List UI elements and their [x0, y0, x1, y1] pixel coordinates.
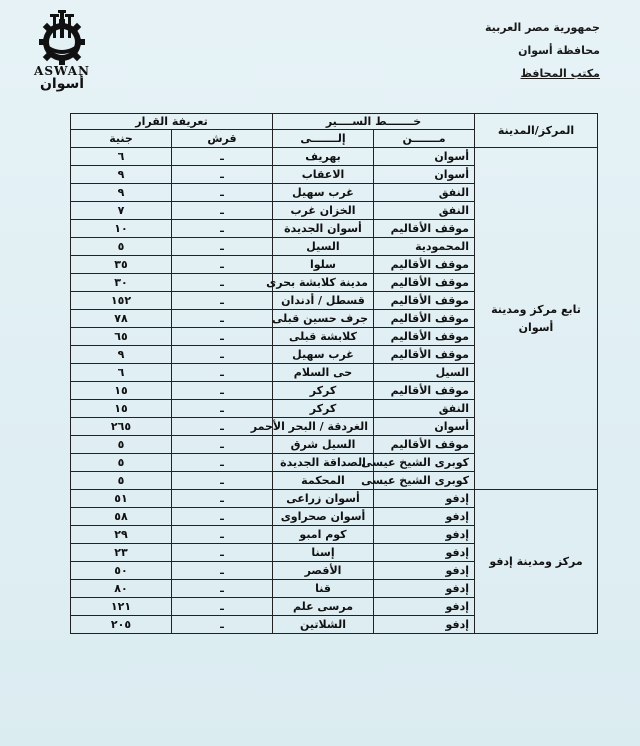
qirsh-cell: ـ	[172, 184, 273, 202]
to-cell: السيل شرق	[273, 436, 374, 454]
pound-cell: ٢٣	[71, 544, 172, 562]
from-cell: إدفو	[374, 616, 475, 634]
qirsh-cell: ـ	[172, 256, 273, 274]
col-header-fare: تعريفة القرار	[71, 114, 273, 130]
pound-cell: ١٥٢	[71, 292, 172, 310]
from-cell: أسوان	[374, 418, 475, 436]
qirsh-cell: ـ	[172, 598, 273, 616]
pound-cell: ٥	[71, 436, 172, 454]
to-cell: الاعقاب	[273, 166, 374, 184]
qirsh-cell: ـ	[172, 508, 273, 526]
pound-cell: ٥	[71, 238, 172, 256]
table-row	[71, 490, 598, 508]
pound-cell: ١٠	[71, 220, 172, 238]
col-header-pound: جنية	[71, 130, 172, 148]
to-cell: غرب سهيل	[273, 184, 374, 202]
qirsh-cell: ـ	[172, 490, 273, 508]
to-cell: قنا	[273, 580, 374, 598]
to-cell: قسطل / أدندان	[273, 292, 374, 310]
to-cell: كلابشة قبلى	[273, 328, 374, 346]
city-cell: مركز ومدينة إدفو	[475, 490, 598, 634]
from-cell: المحمودية	[374, 238, 475, 256]
from-cell: إدفو	[374, 490, 475, 508]
pound-cell: ٦	[71, 148, 172, 166]
to-cell: بهريف	[273, 148, 374, 166]
pound-cell: ٨٠	[71, 580, 172, 598]
pound-cell: ٥٠	[71, 562, 172, 580]
to-cell: أسوان زراعى	[273, 490, 374, 508]
from-cell: موقف الأقاليم	[374, 436, 475, 454]
qirsh-cell: ـ	[172, 400, 273, 418]
to-cell: الصداقة الجديدة	[273, 454, 374, 472]
pound-cell: ٩	[71, 346, 172, 364]
to-cell: المحكمة	[273, 472, 374, 490]
to-cell: غرب سهيل	[273, 346, 374, 364]
from-cell: إدفو	[374, 544, 475, 562]
pound-cell: ٥٨	[71, 508, 172, 526]
qirsh-cell: ـ	[172, 616, 273, 634]
qirsh-cell: ـ	[172, 418, 273, 436]
to-cell: كركر	[273, 400, 374, 418]
qirsh-cell: ـ	[172, 166, 273, 184]
from-cell: إدفو	[374, 580, 475, 598]
pound-cell: ٩	[71, 184, 172, 202]
pound-cell: ١٥	[71, 382, 172, 400]
from-cell: موقف الأقاليم	[374, 256, 475, 274]
pound-cell: ١٥	[71, 400, 172, 418]
pound-cell: ٢٩	[71, 526, 172, 544]
qirsh-cell: ـ	[172, 472, 273, 490]
from-cell: إدفو	[374, 562, 475, 580]
from-cell: كوبرى الشيخ عيسى	[374, 454, 475, 472]
pound-cell: ١٢١	[71, 598, 172, 616]
qirsh-cell: ـ	[172, 148, 273, 166]
to-cell: كركر	[273, 382, 374, 400]
to-cell: الخزان غرب	[273, 202, 374, 220]
pound-cell: ٣٠	[71, 274, 172, 292]
from-cell: كوبرى الشيخ عيسى	[374, 472, 475, 490]
from-cell: أسوان	[374, 148, 475, 166]
pound-cell: ٥	[71, 472, 172, 490]
to-cell: الغردقة / البحر الأحمر	[273, 418, 374, 436]
col-header-qirsh: قرش	[172, 130, 273, 148]
from-cell: إدفو	[374, 598, 475, 616]
from-cell: السيل	[374, 364, 475, 382]
col-header-route: خـــــــط الســــير	[273, 114, 475, 130]
from-cell: النفق	[374, 400, 475, 418]
from-cell: موقف الأقاليم	[374, 346, 475, 364]
col-header-from: مـــــــن	[374, 130, 475, 148]
to-cell: الأقصر	[273, 562, 374, 580]
to-cell: سلوا	[273, 256, 374, 274]
qirsh-cell: ـ	[172, 364, 273, 382]
to-cell: جرف حسين قبلى	[273, 310, 374, 328]
qirsh-cell: ـ	[172, 202, 273, 220]
from-cell: موقف الأقاليم	[374, 274, 475, 292]
qirsh-cell: ـ	[172, 238, 273, 256]
pound-cell: ٢٠٥	[71, 616, 172, 634]
pound-cell: ٦	[71, 364, 172, 382]
pound-cell: ٢٦٥	[71, 418, 172, 436]
to-cell: حى السلام	[273, 364, 374, 382]
qirsh-cell: ـ	[172, 526, 273, 544]
to-cell: مرسى علم	[273, 598, 374, 616]
qirsh-cell: ـ	[172, 220, 273, 238]
table-row	[71, 148, 598, 166]
qirsh-cell: ـ	[172, 580, 273, 598]
from-cell: إدفو	[374, 508, 475, 526]
qirsh-cell: ـ	[172, 310, 273, 328]
col-header-city: المركز/المدينة	[475, 114, 598, 148]
logo-text-en: ASWAN	[34, 64, 90, 78]
qirsh-cell: ـ	[172, 274, 273, 292]
pound-cell: ٥١	[71, 490, 172, 508]
fare-table	[70, 113, 598, 634]
qirsh-cell: ـ	[172, 346, 273, 364]
to-cell: أسوان الجديدة	[273, 220, 374, 238]
to-cell: أسوان صحراوى	[273, 508, 374, 526]
qirsh-cell: ـ	[172, 382, 273, 400]
col-header-to: إلـــــــى	[273, 130, 374, 148]
aswan-logo	[12, 10, 112, 98]
city-cell: تابع مركز ومدينة أسوان	[475, 148, 598, 490]
pound-cell: ٦٥	[71, 328, 172, 346]
qirsh-cell: ـ	[172, 544, 273, 562]
header-line-office: مكتب المحافظ	[520, 67, 600, 80]
from-cell: موقف الأقاليم	[374, 220, 475, 238]
from-cell: أسوان	[374, 166, 475, 184]
pound-cell: ٥	[71, 454, 172, 472]
from-cell: النفق	[374, 202, 475, 220]
to-cell: السيل	[273, 238, 374, 256]
qirsh-cell: ـ	[172, 562, 273, 580]
to-cell: مدينة كلابشة بحرى	[273, 274, 374, 292]
qirsh-cell: ـ	[172, 454, 273, 472]
pound-cell: ٩	[71, 166, 172, 184]
from-cell: موقف الأقاليم	[374, 310, 475, 328]
from-cell: النفق	[374, 184, 475, 202]
logo-text-ar: أسوان	[39, 76, 85, 92]
aswan-emblem-icon	[27, 10, 97, 66]
from-cell: موقف الأقاليم	[374, 382, 475, 400]
qirsh-cell: ـ	[172, 328, 273, 346]
from-cell: موقف الأقاليم	[374, 328, 475, 346]
qirsh-cell: ـ	[172, 292, 273, 310]
document-header	[485, 16, 600, 85]
header-line-republic: جمهورية مصر العربية	[485, 21, 600, 34]
to-cell: إسنا	[273, 544, 374, 562]
from-cell: موقف الأقاليم	[374, 292, 475, 310]
pound-cell: ٣٥	[71, 256, 172, 274]
header-line-governorate: محافظة أسوان	[518, 44, 600, 57]
from-cell: إدفو	[374, 526, 475, 544]
to-cell: الشلاتين	[273, 616, 374, 634]
qirsh-cell: ـ	[172, 436, 273, 454]
to-cell: كوم امبو	[273, 526, 374, 544]
pound-cell: ٧	[71, 202, 172, 220]
pound-cell: ٧٨	[71, 310, 172, 328]
